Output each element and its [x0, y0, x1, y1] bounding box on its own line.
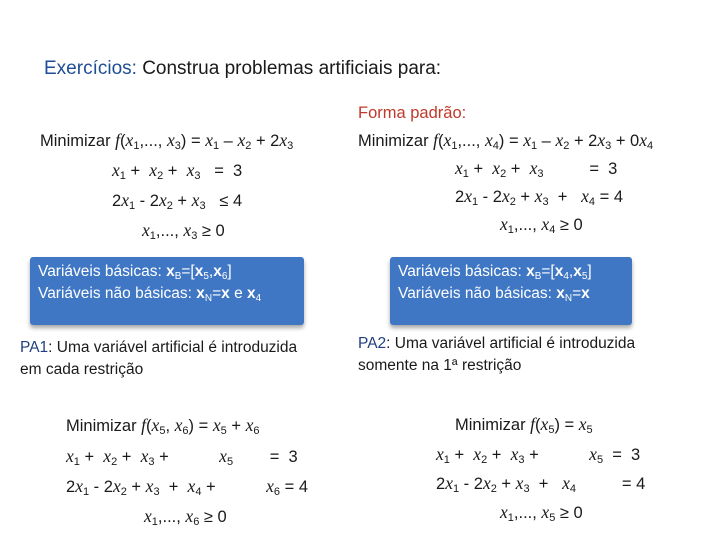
pa2-note: [358, 333, 698, 377]
title-text: Construa problemas artificiais para:: [142, 58, 442, 79]
right-constraint-2: $2x_1 - 2x_2 + x_3 + x_4 = 4$: [455, 186, 624, 208]
right-objective: Minimizar $f(x_1$,..., $x_4) = x_1 - x_2 + 2x_3 + 0x_4$: [358, 130, 654, 152]
title-label: Exercícios:: [44, 58, 137, 79]
left-basic-vars: Variáveis básicas: $x_B=[x_5,x_6]$: [38, 263, 232, 282]
pa1-note: [20, 337, 300, 381]
pa2-text: : Uma variável artificial é introduzida somente na 1ª restrição: [358, 335, 636, 374]
left-constraint-1: $x_1 + x_2 + x_3 = 3$: [112, 160, 243, 182]
pa2-objective: Minimizar $f(x_5) = x_5$: [455, 414, 593, 436]
pa2-nonneg: $x_1$,..., $x_5 \ge 0$: [500, 502, 583, 524]
pa2-constraint-2: $2x_1 - 2x_2 + x_3 + x_4$ = 4: [436, 473, 646, 495]
left-variables-box: [30, 257, 304, 325]
right-variables-box: [390, 257, 632, 325]
pa1-constraint-2: $2x_1 - 2x_2 + x_3 + x_4$ + $x_6 = 4$: [66, 476, 308, 498]
right-constraint-1: $x_1 + x_2 + x_3$ = 3: [455, 158, 618, 180]
right-nonneg: $x_1$,..., $x_4 \ge 0$: [500, 214, 583, 236]
pa2-constraint-1: $x_1 + x_2 + x_3$ + $x_5 = 3$: [436, 444, 641, 466]
right-nonbasic-vars: Variáveis não básicas: $x_N=x$: [398, 285, 590, 304]
pa1-nonneg: $x_1$,..., $x_6 \ge 0$: [144, 506, 227, 528]
pa1-text: : Uma variável artificial é introduzida em cada restrição: [20, 339, 298, 378]
left-objective: Minimizar $f(x_1$,..., $x_3) = x_1 - x_2 + 2x_3$: [40, 130, 294, 152]
left-nonneg: $x_1$,..., $x_3 \ge 0$: [142, 220, 225, 242]
left-nonbasic-vars: Variáveis não básicas: $x_N=x$ e $x_4$: [38, 285, 262, 304]
slide-title: [44, 58, 441, 80]
pa2-label: PA2: [358, 335, 387, 352]
pa1-constraint-1: $x_1 + x_2 + x_3$ + $x_5$ = 3: [66, 446, 298, 468]
right-basic-vars: Variáveis básicas: $x_B=[x_4,x_5]$: [398, 263, 592, 282]
left-constraint-2: $2x_1 - 2x_2 + x_3 \le 4$: [112, 190, 243, 212]
standard-form-header: Forma padrão:: [358, 104, 467, 122]
pa1-label: PA1: [20, 339, 49, 356]
pa1-objective: Minimizar $f(x_5$, $x_6) = x_5 + x_6$: [66, 415, 260, 437]
